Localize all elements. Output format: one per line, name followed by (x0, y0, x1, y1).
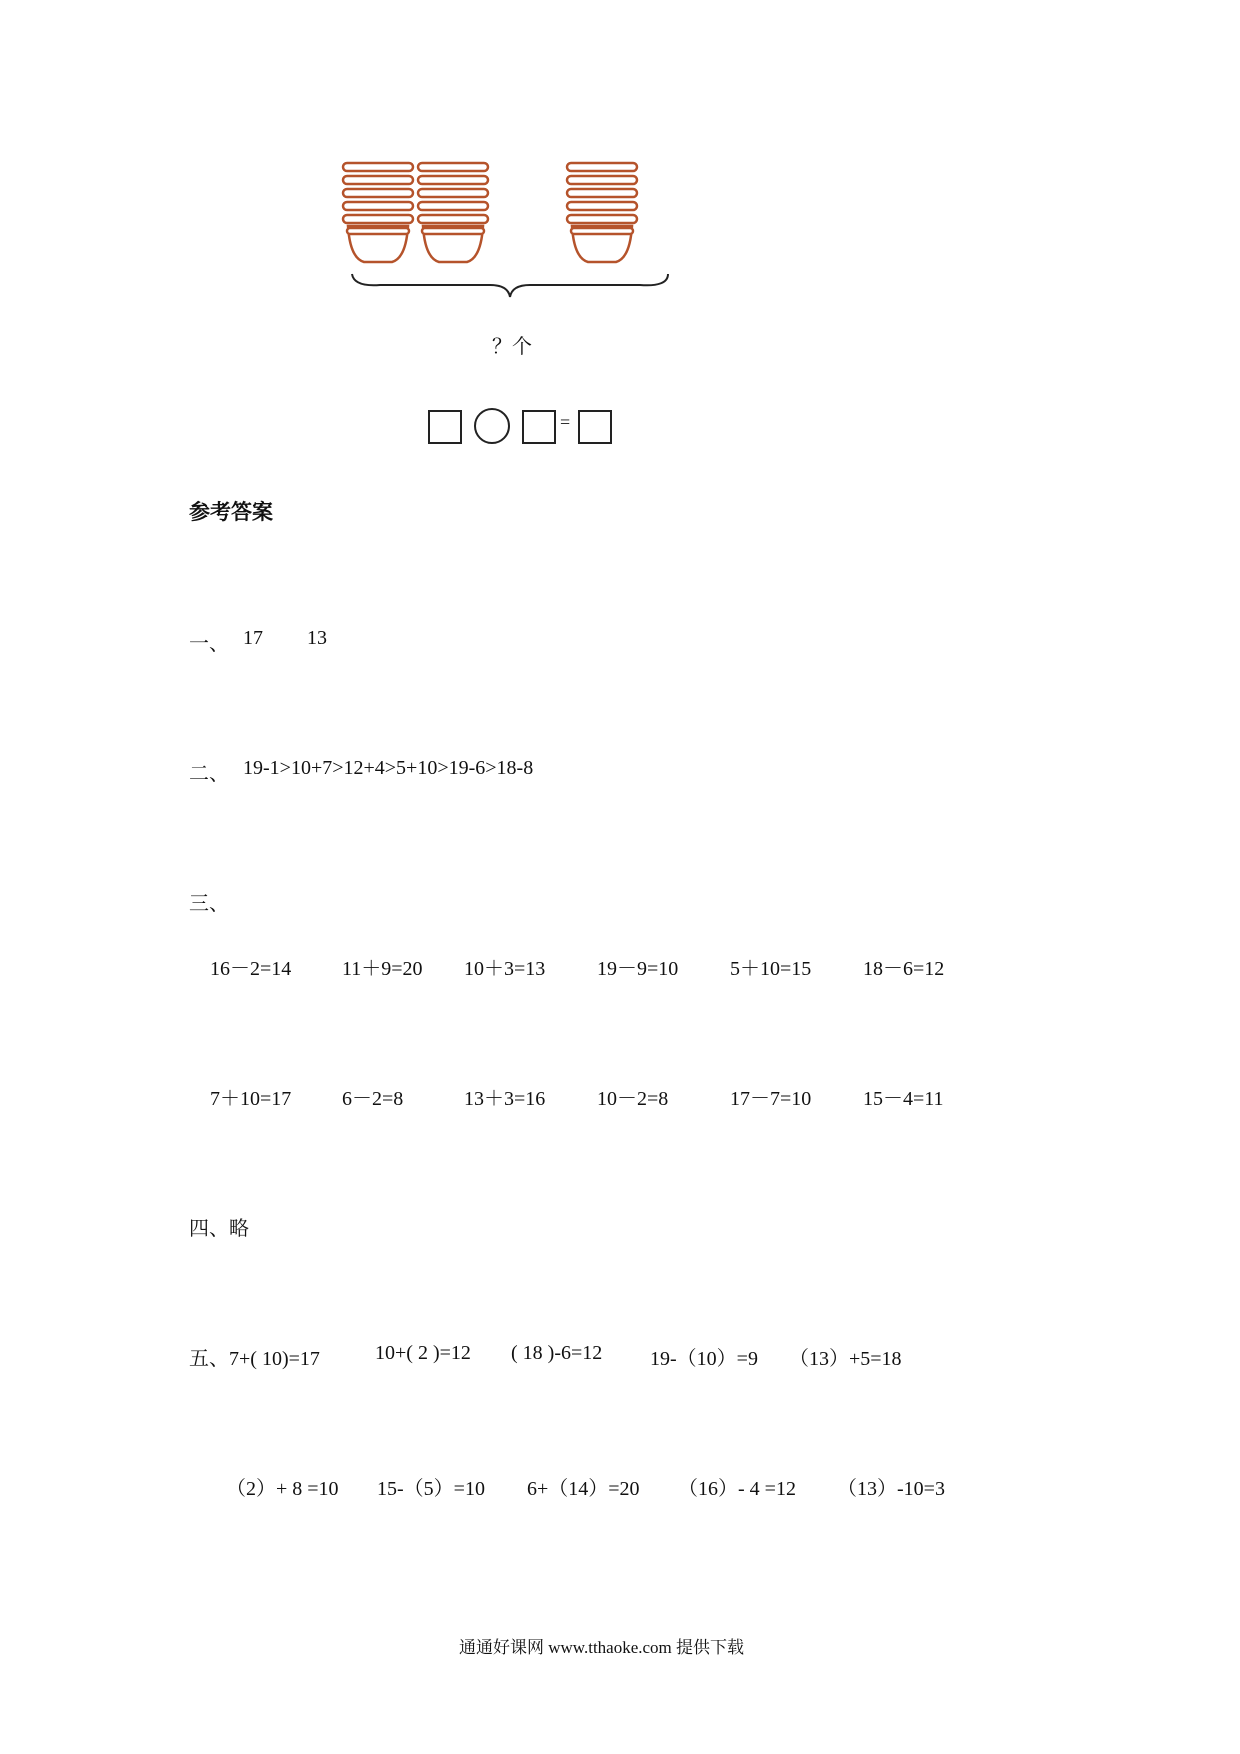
q3-equation: 18－6=12 (863, 958, 945, 980)
q1-value: 17 (243, 627, 263, 649)
blank-box (578, 410, 612, 444)
q5-equation: （13）-10=3 (837, 1478, 945, 1500)
q3-equation: 17－7=10 (730, 1088, 812, 1110)
answers-heading: 参考答案 (189, 500, 273, 524)
q3-equation: 19－9=10 (597, 958, 679, 980)
q3-equation: 5＋10=15 (730, 958, 812, 980)
equals-sign: = (560, 412, 571, 432)
equation-template (428, 408, 628, 448)
q5-equation: ( 18 )-6=12 (511, 1342, 603, 1364)
q3-equation: 13＋3=16 (464, 1088, 546, 1110)
q2-text: 19-1>10+7>12+4>5+10>19-6>18-8 (243, 757, 534, 779)
blank-box (522, 410, 556, 444)
q5-equation: 五、7+( 10)=17 (189, 1348, 320, 1370)
q3-equation: 15－4=11 (863, 1088, 944, 1110)
q5-equation: （13）+5=18 (789, 1348, 902, 1370)
blank-box (428, 410, 462, 444)
q5-equation: 19-（10）=9 (650, 1348, 758, 1370)
q1-prefix: 一、 (189, 633, 229, 655)
q5-equation: 15-（5）=10 (377, 1478, 485, 1500)
bowls-figure (340, 150, 700, 300)
footer-text: 通通好课网 www.tthaoke.com 提供下载 (459, 1638, 745, 1657)
q1-value: 13 (307, 627, 327, 649)
q5-equation: 10+( 2 )=12 (375, 1342, 471, 1364)
q2-prefix: 二、 (189, 763, 229, 785)
q3-equation: 11＋9=20 (342, 958, 423, 980)
q3-equation: 6－2=8 (342, 1088, 404, 1110)
question-label: ？个 (492, 336, 532, 358)
q3-prefix: 三、 (189, 893, 229, 915)
q3-equation: 10－2=8 (597, 1088, 669, 1110)
q3-equation: 16－2=14 (210, 958, 292, 980)
q5-equation: （16）- 4 =12 (678, 1478, 796, 1500)
q3-equation: 10＋3=13 (464, 958, 546, 980)
q3-equation: 7＋10=17 (210, 1088, 292, 1110)
q5-equation: （2）+ 8 =10 (226, 1478, 339, 1500)
q4-text: 四、略 (189, 1218, 249, 1240)
q5-equation: 6+（14）=20 (527, 1478, 640, 1500)
operator-circle (474, 408, 510, 444)
